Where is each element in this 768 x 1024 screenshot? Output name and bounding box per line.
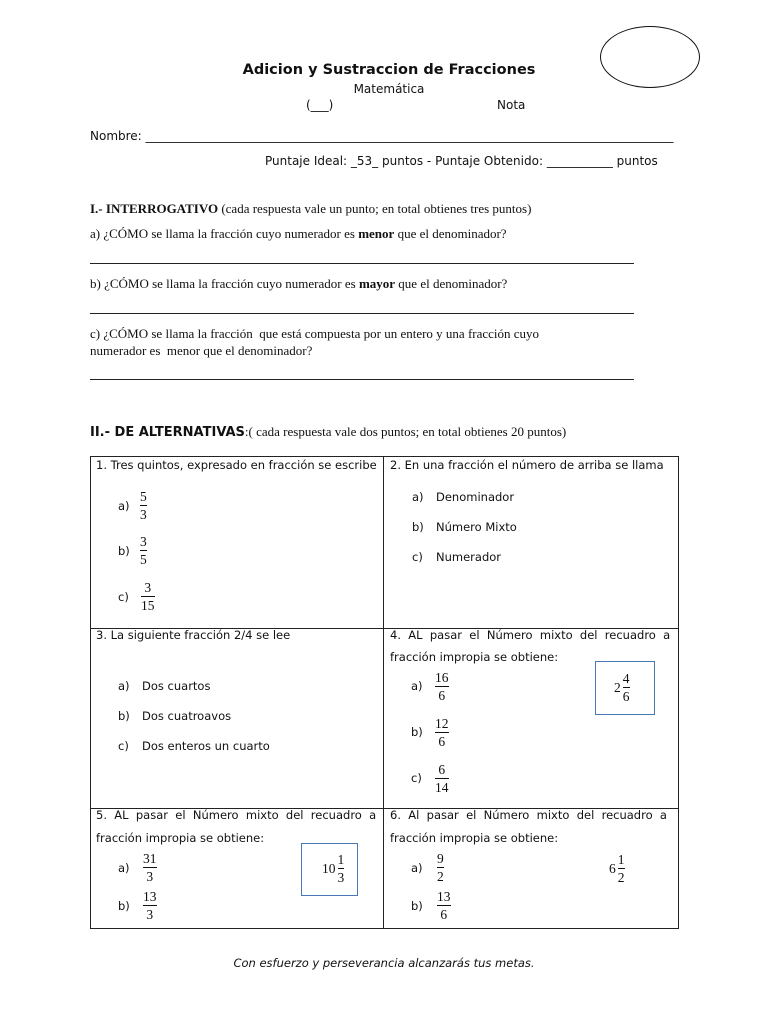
q2-option-b-label: b) [412, 520, 424, 534]
q2-option-b-text: Número Mixto [436, 520, 517, 534]
question-b-end: que el denominador? [395, 276, 508, 291]
section1-heading [90, 201, 531, 217]
q1-text: 1. Tres quintos, expresado en fracción se escribe [96, 458, 377, 472]
q3-option-b-text: Dos cuatroavos [142, 709, 232, 723]
page-title: Adicion y Sustraccion de Fracciones [242, 62, 536, 78]
q5-a-numerator: 31 [143, 851, 157, 866]
question-b-bold: mayor [358, 276, 396, 291]
q4-mixed-numerator: 4 [622, 671, 630, 686]
q6-option-b-label: b) [411, 899, 423, 913]
q5-text-line1: 5. AL pasar el Número mixto del recuadro a [96, 808, 377, 822]
q3-option-c-label: c) [118, 739, 129, 753]
q6-mixed-whole: 6 [609, 860, 616, 876]
q4-b-numerator: 12 [435, 716, 449, 731]
q1-option-c-fraction [141, 580, 155, 613]
q4-option-a-label: a) [411, 679, 423, 693]
q6-text-line1: 6. Al pasar el Número mixto del recuadro a [390, 808, 667, 822]
question-a-bold: menor [358, 226, 395, 241]
q1-option-b-label: b) [118, 544, 130, 558]
q4-option-a-fraction [435, 670, 449, 703]
name-field: Nombre: ________________________________________________________________________________________ [90, 129, 674, 143]
q5-b-denominator: 3 [146, 907, 154, 922]
q6-mixed-denominator: 2 [617, 870, 625, 885]
q2-option-c-label: c) [412, 550, 423, 564]
q4-mixed-denominator: 6 [622, 689, 630, 704]
q5-mixed-number [322, 852, 344, 885]
q4-c-denominator: 14 [435, 780, 449, 795]
q6-option-a-fraction [437, 851, 444, 884]
q3-option-c-text: Dos enteros un cuarto [142, 739, 270, 753]
q5-option-a-label: a) [118, 861, 130, 875]
q1-option-b-fraction [140, 534, 147, 567]
q4-mixed-fraction [623, 671, 630, 704]
question-c-line2: numerador es menor que el denominador? [90, 343, 313, 358]
q4-mixed-number [614, 671, 630, 704]
q4-a-denominator: 6 [438, 688, 446, 703]
q5-a-denominator: 3 [146, 869, 154, 884]
subject-label: Matemática [353, 82, 425, 96]
q6-option-b-fraction [437, 889, 451, 922]
q6-b-numerator: 13 [437, 889, 451, 904]
section1-heading-rest: (cada respuesta vale un punto; en total obtienes tres puntos) [218, 201, 532, 216]
q4-a-numerator: 16 [435, 670, 449, 685]
q1-c-numerator: 3 [144, 580, 152, 595]
section2-heading-bold: II.- DE ALTERNATIVAS [90, 425, 245, 440]
q1-c-denominator: 15 [141, 598, 155, 613]
question-a [90, 226, 507, 242]
q3-text: 3. La siguiente fracción 2/4 se lee [96, 628, 291, 642]
q6-mixed-fraction [618, 852, 625, 885]
q5-option-b-label: b) [118, 899, 130, 913]
q3-option-a-text: Dos cuartos [142, 679, 211, 693]
grade-oval [600, 26, 700, 88]
q6-mixed-numerator: 1 [617, 852, 625, 867]
q4-option-b-fraction [435, 716, 449, 749]
q6-option-a-label: a) [411, 861, 423, 875]
question-a-end: que el denominador? [394, 226, 507, 241]
question-b-text: b) ¿CÓMO se llama la fracción cuyo numerador es [90, 276, 359, 291]
question-a-text: a) ¿CÓMO se llama la fracción cuyo numerador es [90, 226, 359, 241]
q5-mixed-numerator: 1 [337, 852, 345, 867]
section2-heading-rest: :( cada respuesta vale dos puntos; en total obtienes 20 puntos) [244, 424, 567, 439]
q4-text-line1: 4. AL pasar el Número mixto del recuadro a [390, 628, 671, 642]
footer-motto: Con esfuerzo y perseverancia alcanzarás tus metas. [233, 956, 535, 970]
q4-option-c-label: c) [411, 771, 422, 785]
course-blank: (___) [306, 98, 334, 112]
grade-label: Nota [497, 98, 526, 112]
q6-mixed-number [609, 852, 625, 885]
q5-mixed-fraction [338, 852, 345, 885]
answer-line-c [90, 379, 634, 380]
table-divider-vertical [383, 457, 384, 928]
q4-text-line2: fracción impropia se obtiene: [390, 650, 559, 664]
answer-line-b [90, 313, 634, 314]
q1-b-numerator: 3 [140, 534, 147, 549]
q5-text-line2: fracción impropia se obtiene: [96, 831, 265, 845]
q6-a-numerator: 9 [437, 851, 444, 866]
q4-option-c-fraction [435, 762, 449, 795]
answer-line-a [90, 263, 634, 264]
q5-mixed-whole: 10 [322, 860, 336, 876]
section2-heading [90, 424, 566, 440]
q2-text: 2. En una fracción el número de arriba se llama [390, 458, 664, 472]
q4-c-numerator: 6 [438, 762, 446, 777]
q5-mixed-denominator: 3 [337, 870, 345, 885]
q1-a-denominator: 3 [140, 507, 147, 522]
q1-option-a-fraction [140, 489, 147, 522]
q5-option-a-fraction [143, 851, 157, 884]
question-b [90, 276, 507, 292]
q1-b-denominator: 5 [140, 552, 147, 567]
question-c-line1: c) ¿CÓMO se llama la fracción que está compuesta por un entero y una fracción cuyo [90, 326, 540, 341]
q5-b-numerator: 13 [143, 889, 157, 904]
q2-option-a-label: a) [412, 490, 424, 504]
q2-option-c-text: Numerador [436, 550, 502, 564]
q4-b-denominator: 6 [438, 734, 446, 749]
q4-mixed-whole: 2 [614, 679, 621, 695]
q3-option-a-label: a) [118, 679, 130, 693]
section1-heading-bold: I.- INTERROGATIVO [90, 201, 219, 216]
q3-option-b-label: b) [118, 709, 130, 723]
q6-a-denominator: 2 [437, 869, 444, 884]
q4-option-b-label: b) [411, 725, 423, 739]
q5-option-b-fraction [143, 889, 157, 922]
q6-b-denominator: 6 [440, 907, 448, 922]
q6-text-line2: fracción impropia se obtiene: [390, 831, 559, 845]
q2-option-a-text: Denominador [436, 490, 515, 504]
q1-a-numerator: 5 [140, 489, 147, 504]
score-line: Puntaje Ideal: _53_ puntos - Puntaje Obtenido: ___________ puntos [265, 154, 658, 168]
q1-option-c-label: c) [118, 590, 129, 604]
q1-option-a-label: a) [118, 499, 130, 513]
